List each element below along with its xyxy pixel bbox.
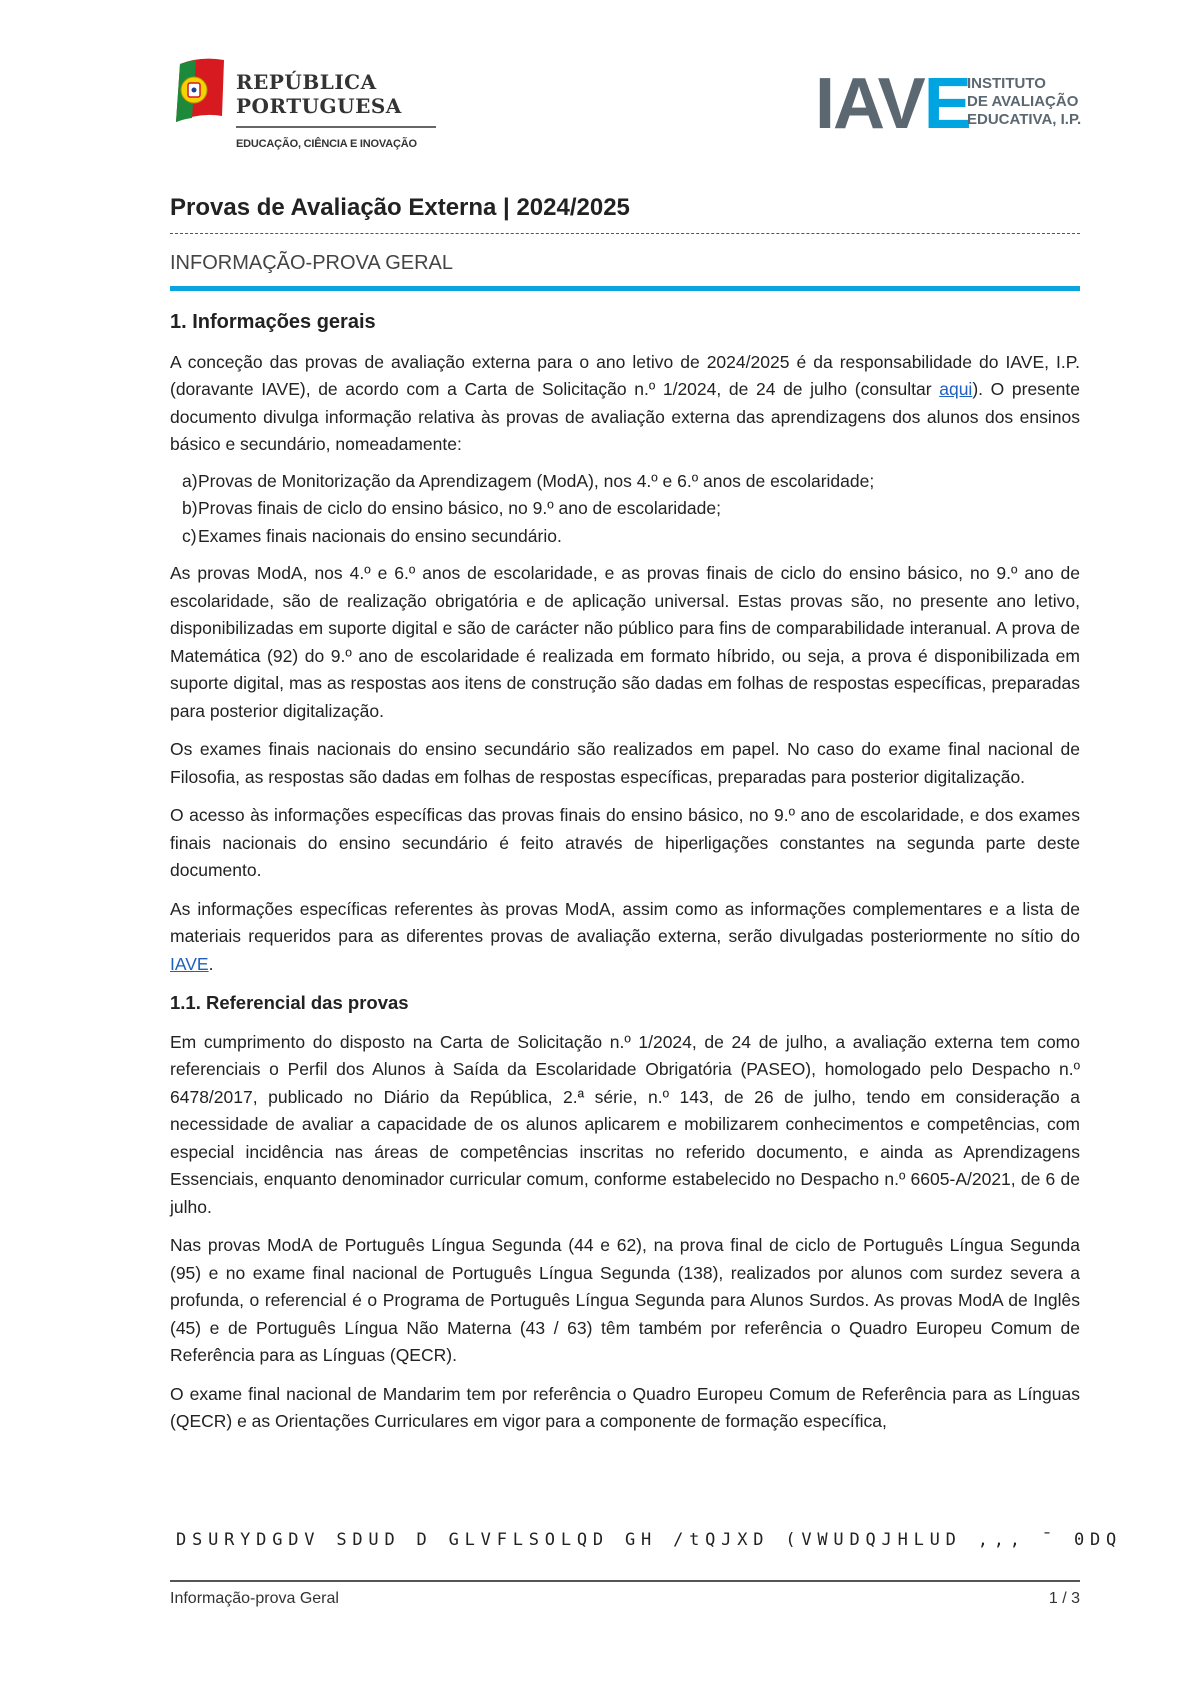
subsection-heading: 1.1. Referencial das provas — [170, 992, 409, 1013]
aqui-link[interactable]: aqui — [939, 379, 973, 399]
accent-bar — [170, 286, 1080, 291]
logo-divider — [236, 126, 436, 128]
paragraph: O exame final nacional de Mandarim tem por referência o Quadro Europeu Comum de Referência para as Línguas (QECR) e as Orientações Curriculares em vigor para a componente de formação específica, — [170, 1383, 1080, 1431]
list-item: c) Exames finais nacionais do ensino secundário. — [182, 525, 562, 546]
iave-full-name: INSTITUTO DE AVALIAÇÃO EDUCATIVA, I.P. — [967, 75, 1082, 128]
paragraph: O acesso às informações específicas das provas finais do ensino básico, no 9.º ano de escolaridade, e dos exames finais nacionais do ensino secundário é feito através de hiperligações constantes na segunda parte deste documento. — [170, 805, 1080, 880]
iave-mark: IAVE — [815, 64, 970, 144]
footer-document-name: Informação-prova Geral — [170, 1590, 339, 1607]
list-item: b) Provas finais de ciclo do ensino básico, no 9.º ano de escolaridade; — [182, 498, 721, 518]
section-heading: 1. Informações gerais — [170, 311, 376, 333]
document-subtitle: INFORMAÇÃO-PROVA GERAL — [170, 252, 454, 274]
paragraph: Em cumprimento do disposto na Carta de Solicitação n.º 1/2024, de 24 de julho, a avaliação externa tem como referenciais o Perfil dos Alunos à Saída da Escolaridade Obrigatória (PASEO), homologado pelo Despacho n.º 6478/2017, publicado no Diário da República, 2.ª série, n.º 143, de 26 de julho, tendo em consideração a necessidade de avaliar a capacidade de os alunos aplicarem e mobilizarem conhecimentos e competências, com especial incidência nas áreas de competências inscritas no referido documento, e ainda as Aprendizagens Essenciais, enquanto denominador curricular comum, conforme estabelecido no Despacho n.º 6605-A/2021, de 6 de julho. — [170, 1031, 1080, 1217]
footer-divider — [170, 1580, 1080, 1582]
paragraph: Os exames finais nacionais do ensino secundário são realizados em papel. No caso do exame final nacional de Filosofia, as respostas são dadas em folhas de respostas específicas, preparadas para posterior digitalização. — [170, 739, 1080, 787]
paragraph: A conceção das provas de avaliação externa para o ano letivo de 2024/2025 é da responsabilidade do IAVE, I.P. (doravante IAVE), de acordo com a Carta de Solicitação n.º 1/2024, de 24 de julho (consultar aqui). O presente documento divulga informação relativa às provas de avaliação externa das aprendizagens dos alunos dos ensinos básico e secundário, nomeadamente: — [170, 351, 1080, 454]
paragraph: Nas provas ModA de Português Língua Segunda (44 e 62), na prova final de ciclo de Português Língua Segunda (95) e no exame final nacional de Português Língua Segunda (138), realizados por alunos com surdez severa a profunda, o referencial é o Programa de Português Língua Segunda para Alunos Surdos. As provas ModA de Inglês (45) e de Português Língua Não Materna (43 / 63) têm também por referência o Quadro Europeu Comum de Referência para as Línguas (QECR). — [170, 1235, 1080, 1365]
republica-portuguesa-name: REPÚBLICA PORTUGUESA — [236, 70, 402, 118]
iave-link[interactable]: IAVE — [170, 953, 209, 974]
document-title: Provas de Avaliação Externa | 2024/2025 — [170, 194, 630, 221]
paragraph: As provas ModA, nos 4.º e 6.º anos de escolaridade, e as provas finais de ciclo do ensino básico, no 9.º ano de escolaridade, são de realização obrigatória e de aplicação universal. Estas provas são, no presente ano letivo, disponibilizadas em suporte digital e são de carácter não público para fins de comparabilidade interanual. A prova de Matemática (92) do 9.º ano de escolaridade é realizada em formato híbrido, ou seja, a prova é disponibilizada em suporte digital, mas as respostas aos itens de construção são dadas em folhas de respostas específicas, preparadas para posterior digitalização. — [170, 563, 1080, 721]
exam-types-list — [170, 468, 1080, 551]
portuguese-flag-icon — [170, 56, 226, 128]
ministry-name: EDUCAÇÃO, CIÊNCIA E INOVAÇÃO — [236, 138, 417, 150]
list-item: a) Provas de Monitorização da Aprendizagem (ModA), nos 4.º e 6.º anos de escolaridade; — [182, 470, 875, 491]
republica-portuguesa-logo — [170, 56, 440, 156]
paragraph: As informações específicas referentes às provas ModA, assim como as informações complementares e a lista de materiais requeridos para as diferentes provas de avaliação externa, serão divulgadas posteriormente no sítio do IAVE. — [170, 898, 1080, 974]
page-number: 1 / 3 — [1048, 1590, 1080, 1607]
title-divider — [170, 233, 1080, 234]
garbled-text-line: DSURYDGDV SDUD D GLVFLSOLQD GH /tQJXD (VWUDQJHLUD ,,, ¯ 0DQ — [176, 1530, 1123, 1550]
document-body — [170, 307, 1080, 1447]
